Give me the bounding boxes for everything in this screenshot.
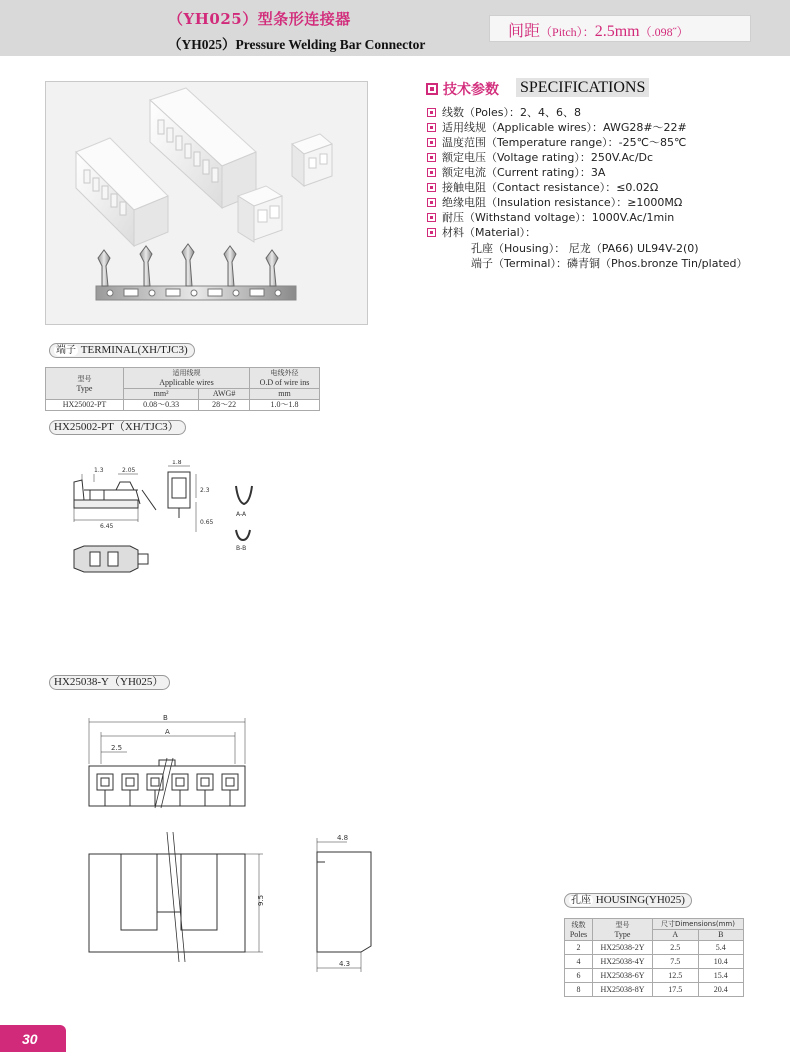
spec-heading-en: SPECIFICATIONS [516, 78, 649, 97]
spec-row: 额定电流（Current rating）：3A [427, 164, 605, 180]
spec-row: 绝缘电阻（Insulation resistance）：≥1000MΩ [427, 194, 682, 210]
dim-B: B [163, 714, 168, 722]
section-aa: A-A [236, 511, 247, 518]
product-photo [45, 81, 368, 325]
bullet-icon [427, 123, 436, 132]
terminal-table: 型号 Type 适用线规 Applicable wires 电线外径 O.D of wire ins mm² AWG# mm HX25002-PT 0.08～0.33 28～22 1.0～1.8 [45, 367, 320, 411]
dim-d: 1.8 [172, 460, 182, 466]
table-row: 2 HX25038-2Y 2.5 5.4 [565, 941, 744, 955]
dim-e: 2.3 [200, 487, 210, 494]
housing-drawing-label: HX25038-Y（YH025） [49, 675, 170, 690]
dim-height: 9.5 [257, 894, 265, 906]
material-housing: 孔座（Housing）： 尼龙（PA66) UL94V-2(0) [471, 242, 699, 255]
table-row: 6 HX25038-6Y 12.5 15.4 [565, 969, 744, 983]
spec-row: 材料（Material）： [427, 224, 536, 240]
housing-label: 孔座 HOUSING(YH025) [564, 893, 692, 908]
bullet-icon [427, 108, 436, 117]
table-row: 4 HX25038-4Y 7.5 10.4 [565, 955, 744, 969]
housing-4pin [238, 186, 282, 242]
spec-heading-icon [426, 83, 438, 95]
bullet-icon [427, 213, 436, 222]
pitch-value: 2.5mm [594, 23, 640, 40]
terminal-drawing [60, 460, 260, 585]
bullet-icon [427, 183, 436, 192]
title-chinese: （YH025）型条形连接器 [168, 10, 351, 28]
dim-pitch: 2.5 [111, 744, 123, 752]
housing-8pin-back [150, 88, 256, 208]
spec-row: 接触电阻（Contact resistance）：≤0.02Ω [427, 179, 658, 195]
spec-row: 额定电压（Voltage rating）：250V.Ac/Dc [427, 149, 653, 165]
dim-f: 0.65 [200, 519, 214, 526]
dim-depth: 4.8 [337, 834, 349, 842]
table-row: HX25002-PT 0.08～0.33 28～22 1.0～1.8 [46, 400, 320, 411]
bullet-icon [427, 168, 436, 177]
pitch-sub: （Pitch）： [540, 25, 595, 39]
terminal-label: 端子 TERMINAL(XH/TJC3) [49, 343, 195, 358]
pitch-inch: （.098˝） [639, 25, 689, 39]
dim-base: 4.3 [339, 960, 351, 968]
spec-heading-cn: 技术参数 [443, 82, 499, 98]
terminal-strip [96, 244, 296, 300]
spec-row: 温度范围（Temperature range）：-25℃～85℃ [427, 134, 686, 150]
dim-a: 1.3 [94, 467, 104, 474]
dim-c: 6.45 [100, 523, 114, 530]
bullet-icon [427, 153, 436, 162]
bullet-icon [427, 228, 436, 237]
bullet-icon [427, 138, 436, 147]
spec-row: 线数（Poles）：2、4、6、8 [427, 104, 581, 120]
spec-row: 耐压（Withstand voltage）：1000V.Ac/1min [427, 209, 674, 225]
housing-2pin [292, 134, 332, 186]
terminal-drawing-label: HX25002-PT（XH/TJC3） [49, 420, 186, 435]
dim-b: 2.05 [122, 467, 136, 474]
material-terminal: 端子（Terminal）：磷青铜（Phos.bronze Tin/plated） [471, 257, 748, 270]
table-row: 8 HX25038-8Y 17.5 20.4 [565, 983, 744, 997]
spec-row: 适用线规（Applicable wires）：AWG28#～22# [427, 119, 687, 135]
bullet-icon [427, 198, 436, 207]
section-bb: B-B [236, 545, 247, 552]
pitch-label: 间距 [508, 23, 541, 40]
housing-6pin-front [76, 138, 168, 246]
housing-drawing [85, 712, 385, 982]
page-number: 30 [22, 1031, 38, 1047]
pitch-spec [508, 18, 689, 41]
housing-table: 线数 Poles 型号 Type 尺寸Dimensions(mm) A B 2 HX25038-2Y 2.5 5.4 4 HX25038-4Y 7.5 10.4 6 HX25038-6Y 12.5 15.4 8 HX25038-8Y 17.5 20.4 [564, 918, 744, 997]
title-english: （YH025）Pressure Welding Bar Connector [168, 37, 426, 52]
dim-A: A [165, 728, 170, 736]
